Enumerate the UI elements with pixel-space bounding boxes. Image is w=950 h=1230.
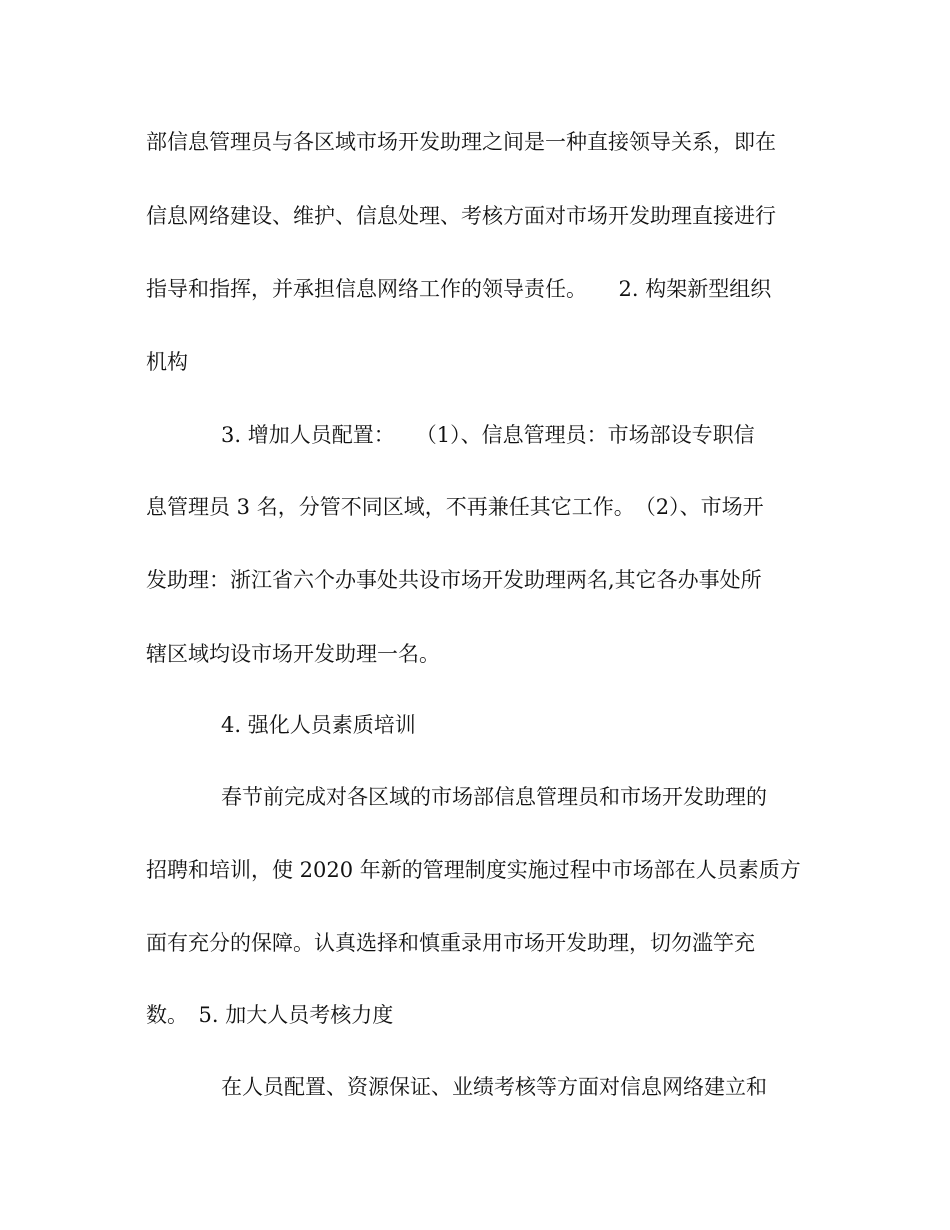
text-line-5: 3. 增加人员配置： （1）、信息管理员：市场部设专职信: [221, 423, 755, 447]
text-line-10: 春节前完成对各区域的市场部信息管理员和市场开发助理的: [221, 785, 767, 809]
text-line-3: 指导和指挥，并承担信息网络工作的领导责任。 2. 构架新型组织: [146, 277, 772, 301]
text-line-2: 信息网络建设、维护、信息处理、考核方面对市场开发助理直接进行: [146, 204, 776, 228]
text-line-7: 发助理：浙江省六个办事处共设市场开发助理两名,其它各办事处所: [146, 568, 762, 592]
text-line-4: 机构: [146, 350, 188, 374]
text-line-6: 息管理员 3 名，分管不同区域，不再兼任其它工作。 （2）、市场开: [146, 495, 764, 519]
text-line-12: 面有充分的保障。认真选择和慎重录用市场开发助理，切勿滥竽充: [146, 931, 755, 955]
section-heading-4: 4. 强化人员素质培训: [221, 713, 416, 737]
text-line-1: 部信息管理员与各区域市场开发助理之间是一种直接领导关系，即在: [146, 130, 776, 154]
text-line-11: 招聘和培训，使 2020 年新的管理制度实施过程中市场部在人员素质方: [146, 858, 801, 882]
text-line-8: 辖区域均设市场开发助理一名。: [146, 642, 440, 666]
text-line-14: 在人员配置、资源保证、业绩考核等方面对信息网络建立和: [221, 1075, 767, 1099]
text-line-13: 数。 5. 加大人员考核力度: [146, 1003, 394, 1027]
